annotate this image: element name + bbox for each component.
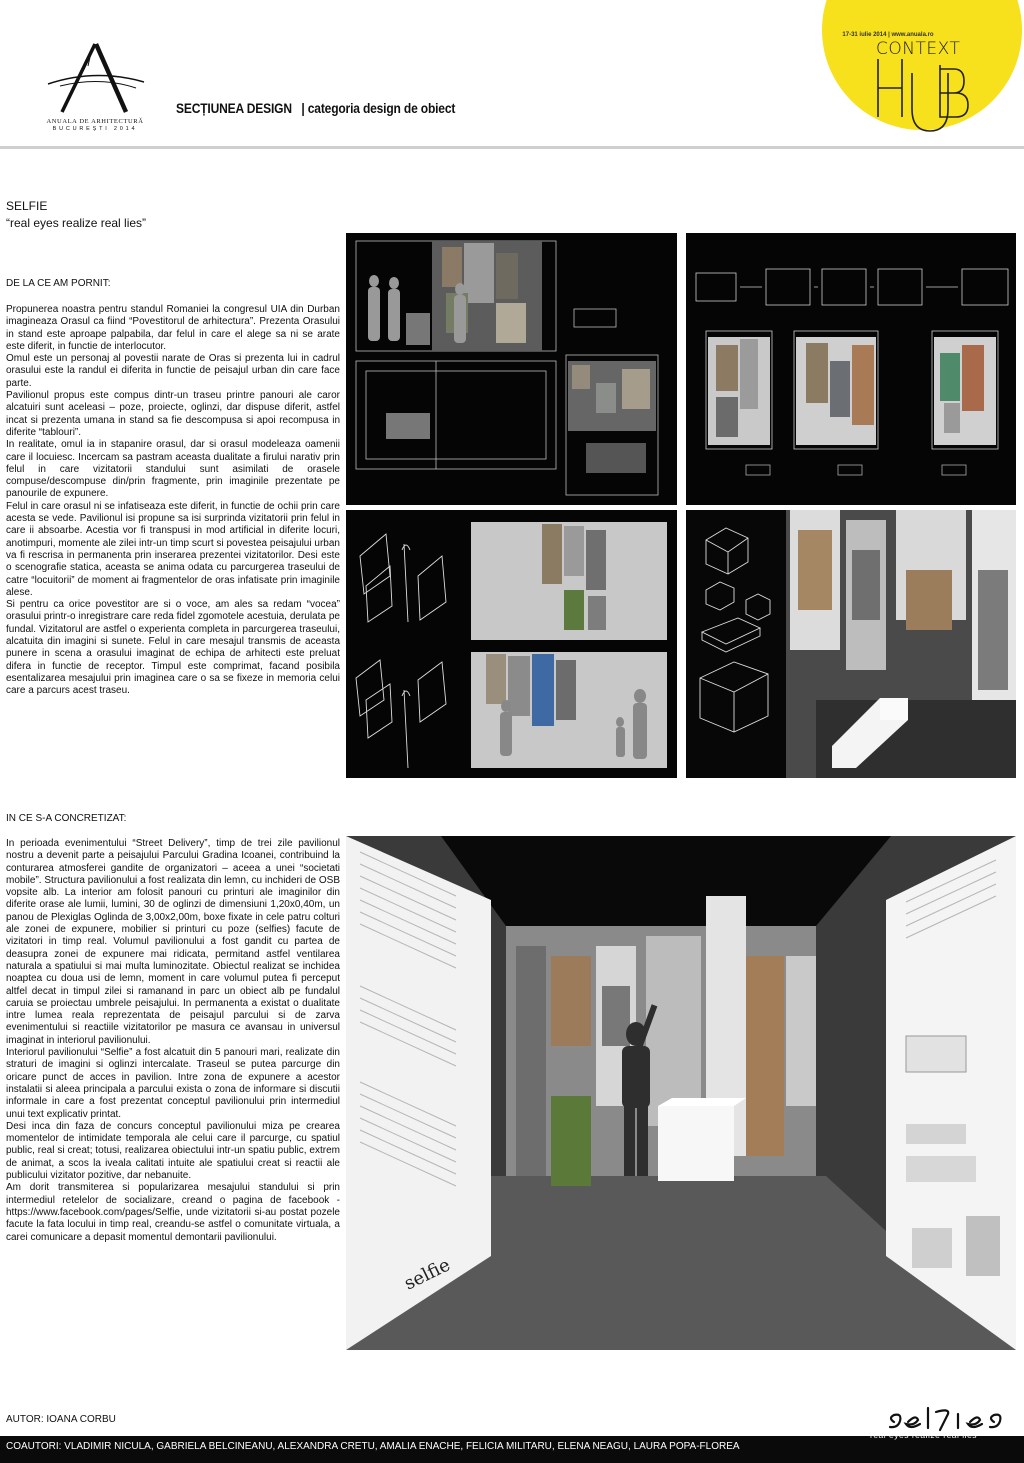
category-label: | categoria design de obiect — [301, 100, 456, 116]
pavilion-render-panel — [346, 836, 1016, 1350]
section2-body — [6, 838, 340, 1244]
plan-drawings-panel — [346, 233, 677, 505]
hub-context-label: CONTEXT — [876, 39, 961, 59]
section1-heading: DE LA CE AM PORNIT: — [6, 278, 111, 289]
hub-wordmark-icon — [874, 55, 974, 135]
section2-paragraph: Am dorit transmiterea si popularizarea mesajului standului si prin intermediul retelelor de socializare, creand o pagina de facebook - https://www.facebook.com/pages/Selfie, unde vizitatorii si-au postat pozele facute la fata locului in timp real, creandu-se astfel o comunitate virtuala, a carei comunicare a depasit momentul demontarii pavilionului. — [6, 1182, 340, 1243]
section1-paragraph: Si pentru ca orice povestitor are si o voce, am ales sa redam “vocea” orasului printr-o inregistrare care reda fidel zgomotele acestuia, derulata pe fundal. Vizitatorul are astfel o experienta completa in parcurgerea traseului, alcatuita din imagini si sunete. Felul in care mesajul transmis de aceasta punere in scena a orasului imaginat de echipa de arhitecti este preluat difera in functie de receptor. Timpul este comprimat, facand posibila esentalizarea mesajului prin imaginea care o sa se fixeze in memoria celui care a parcurs acest traseu. — [6, 599, 340, 697]
isometric-render-panel — [686, 510, 1016, 778]
sketches-panel — [346, 510, 677, 778]
section-label: SECȚIUNEA DESIGN — [176, 100, 292, 116]
section1-paragraph: Omul este un personaj al povestii narate de Oras si prezenta lui in cadrul orasului este la randul ei diferita in functie de peisajul urban din care face parte. — [6, 353, 340, 389]
isometric-render-image — [686, 510, 1016, 778]
anuala-a-mark-icon — [40, 38, 150, 118]
hub-date: 17-31 iulie 2014 | www.anuala.ro — [842, 32, 934, 38]
anuala-logo — [40, 38, 150, 138]
selfie-tagline: real eyes realize real lies — [870, 1430, 978, 1440]
section2-paragraph: Desi inca din faza de concurs conceptul pavilionului miza pe crearea momentelor de intimidate temporala ale celui care il parcurge, cu spatiul public, real si creat; totusi, realizarea obiectului intr-un spatiu public, extrem de animat, a scos la iveala calitati intuite ale spatiului creat si reactii ale publicului vizitator pozitive, dar nebanuite. — [6, 1120, 340, 1182]
diagram-boards-panel — [686, 233, 1016, 505]
svg-text:selfie: selfie — [400, 1254, 454, 1295]
pavilion-render-image — [346, 836, 1016, 1350]
section2-paragraph: Interiorul pavilionului “Selfie” a fost alcatuit din 5 panouri mari, realizate din straturi de imagini si oglinzi intercalate. Traseul se putea parcurge din oricare punct de acces in pavilion. Intre zona de expunere a acestor instalatii si aleea principala a parcului exista o zona de informare si discutii informale in care a fost prezentat conceptul pavilionului prin intermediul unui text explicativ printat. — [6, 1047, 340, 1120]
section1-paragraph: Pavilionul propus este compus dintr-un traseu printre panouri ale caror alcatuiri sunt aceleasi – poze, proiecte, oglinzi, dar dispuse diferit, astfel incat si prezenta umana in stand sa fie descompusa si apoi recompusa in diferite “tablouri”. — [6, 390, 340, 438]
author: AUTOR: IOANA CORBU — [6, 1414, 116, 1425]
section2-heading: IN CE S-A CONCRETIZAT: — [6, 813, 127, 824]
plan-drawing-image — [346, 233, 677, 505]
sketches-image — [346, 510, 677, 778]
section2-paragraph: In perioada evenimentului “Street Delivery”, timp de trei zile pavilionul nostru a devenit parte a peisajului Parcului Gradina Icoanei, contribuind la conturarea atmosferei gandite de organizatori – aceea a unei “societati mobile”. Structura pavilionului a fost realizata din lemn, cu inchideri de OSB vopsite alb. La interior am folosit panouri cu printuri ale imaginilor din diferite orase ale lumii, lumini, 30 de oglinzi de dimensiuni 1,20x0,40m, un panou de Plexiglas Oglinda de 3,00x2,00m, boxe fixate in cele patru colturi ale zonei de expunere, mobilier si printuri cu poze (selfies) facute de vizitatori in timp real. Volumul pavilionului a fost gandit cu partea de deasupra zonei de expunere mai ridicata, permitand astfel ventilarea naturala a spatiului si mai multa luminozitate. Obiectul realizat se inchidea noaptea cu doua usi de lemn, moment in care volumul putea fi perceput altfel decat in timpul zilei si ramanand in parc un obiect alb pe fundalul caruia se proiectau umbrele peisajului. In permanenta a existat o dualitate intre lumea reala reprezentata de peisajul parcului si de zarva evenimentului si reactiile vizitatorilor pe masura ce avansau in universul imaginat in interiorul pavilionului. — [6, 838, 340, 1046]
coauthors: COAUTORI: VLADIMIR NICULA, GABRIELA BELCINEANU, ALEXANDRA CRETU, AMALIA ENACHE, FELICIA MILITARU, ELENA NEAGU, LAURA POPA-FLOREA — [6, 1441, 740, 1452]
diagram-boards-image — [686, 233, 1016, 505]
section1-paragraph: Propunerea noastra pentru standul Romaniei la congresul UIA din Durban imagineaza Orasul ca fiind “Povestitorul de arhitectura”. Prezenta Orasului in stand este aproape palpabila, dar felul in care el alege sa ni se arate este diferit, in functie de interlocutor. — [6, 304, 340, 352]
section-heading — [176, 100, 455, 116]
project-title: SELFIE — [6, 199, 48, 213]
section1-paragraph: Felul in care orasul ni se infatiseaza este diferit, in functie de ochii prin care acesta se vede. Pavilionul isi propune sa isi surprinda vizitatorii prin felul in care ii absoarbe. Acestia vor fi transpusi in mod artificial in diferite locuri, anotimpuri, momente ale zilei intr-un timp scurt si povestea peisajului urban va fi rescrisa in permanenta prin inserarea prezentei vizitatorilor. Desi este o scenografie statica, aceasta se anima odata cu parcurgerea traseului de catre “locuitorii” de moment ai fragmentelor de oras infatisate prin imaginile alese. — [6, 500, 340, 598]
logo-brand-line1: ANUALA DE ARHITECTURĂ — [46, 118, 144, 125]
header-divider — [0, 146, 1024, 149]
logo-brand-line2: BUCUREȘTI 2014 — [52, 126, 138, 132]
section1-body — [6, 304, 340, 698]
section1-paragraph: In realitate, omul ia in stapanire orasul, dar si orasul modeleaza oamenii care il locuiesc. Incercam sa pastram aceasta dualitate a firului narativ prin felul in care vizitatorii standului sunt asimilati de orasele compuse/descompuse din/prin fragmente, prin imaginile prezentate pe panourile de expunere. — [6, 439, 340, 500]
project-subtitle: “real eyes realize real lies” — [6, 216, 147, 230]
